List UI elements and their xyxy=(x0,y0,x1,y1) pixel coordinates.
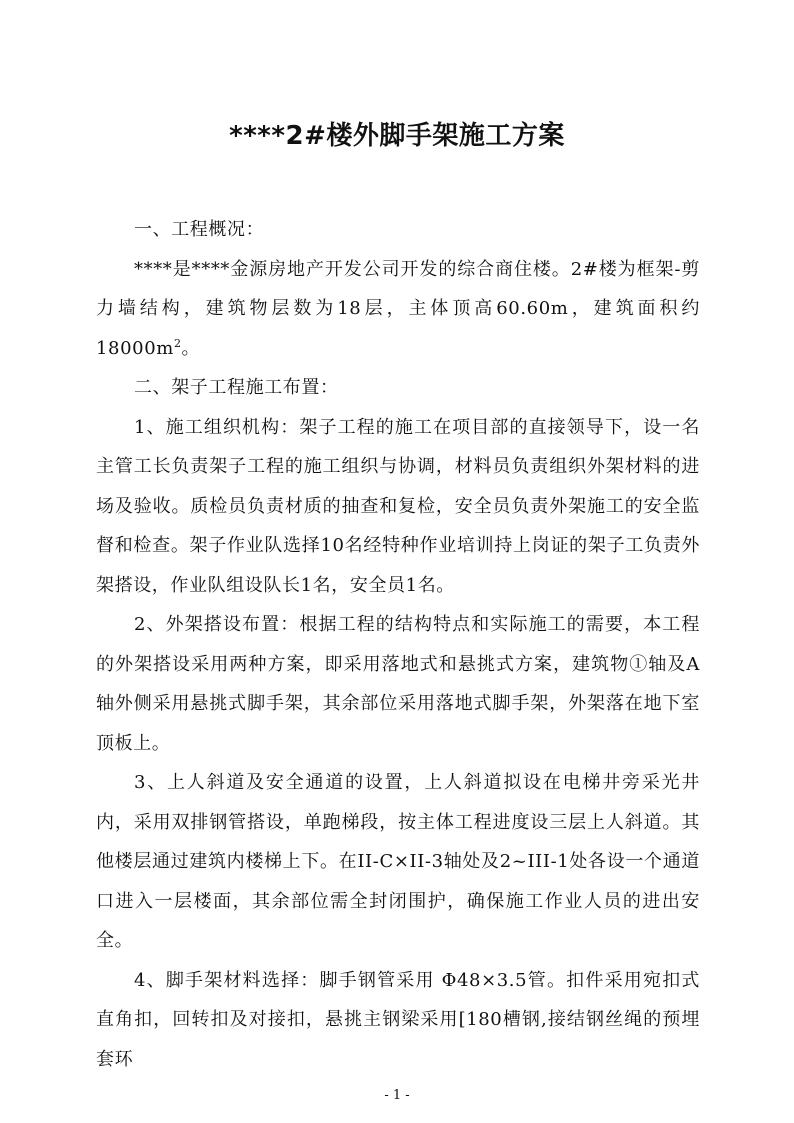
document-body xyxy=(96,210,700,1079)
overview-text: ****是****金源房地产开发公司开发的综合商住楼。2#楼为框架-剪力墙结构，建筑物层数为18层，主体顶高60.60m，建筑面积约18000m xyxy=(96,258,700,359)
paragraph-item-4: 4、脚手架材料选择：脚手钢管采用 Φ48×3.5管。扣件采用宛扣式直角扣，回转扣及对接扣，悬挑主钢梁采用[180槽钢,接结钢丝绳的预埋套环 xyxy=(96,969,700,1070)
overview-text-end: 。 xyxy=(181,337,201,359)
document-title: ****2#楼外脚手架施工方案 xyxy=(229,121,565,151)
paragraph-item-3: 3、上人斜道及安全通道的设置，上人斜道拟设在电梯井旁采光井内，采用双排钢管搭设，单跑梯段，按主体工程进度设三层上人斜道。其他楼层通过建筑内楼梯上下。在II-C×II-3轴处及2~III-1处各设一个通道口进入一层楼面，其余部位需全封闭围护，确保施工作业人员的进出安全。 xyxy=(96,772,700,951)
paragraph-item-1: 1、施工组织机构：架子工程的施工在项目部的直接领导下，设一名主管工长负责架子工程的施工组织与协调，材料员负责组织外架材料的进场及验收。质检员负责材质的抽查和复检，安全员负责外架施工的安全监督和检查。架子作业队选择10名经特种作业培训持上岗证的架子工负责外架搭设，作业队组设队长1名，安全员1名。 xyxy=(96,416,700,596)
paragraph-overview xyxy=(96,250,700,369)
page-number: - 1 - xyxy=(384,1088,410,1103)
superscript-2: 2 xyxy=(173,336,182,350)
section-heading-overview: 一、工程概况： xyxy=(134,219,265,240)
section-heading-layout: 二、架子工程施工布置： xyxy=(134,377,339,398)
paragraph-item-2: 2、外架搭设布置：根据工程的结构特点和实际施工的需要，本工程的外架搭设采用两种方案，即采用落地式和悬挑式方案，建筑物①轴及A轴外侧采用悬挑式脚手架，其余部位采用落地式脚手架，外架落在地下室顶板上。 xyxy=(96,614,700,754)
